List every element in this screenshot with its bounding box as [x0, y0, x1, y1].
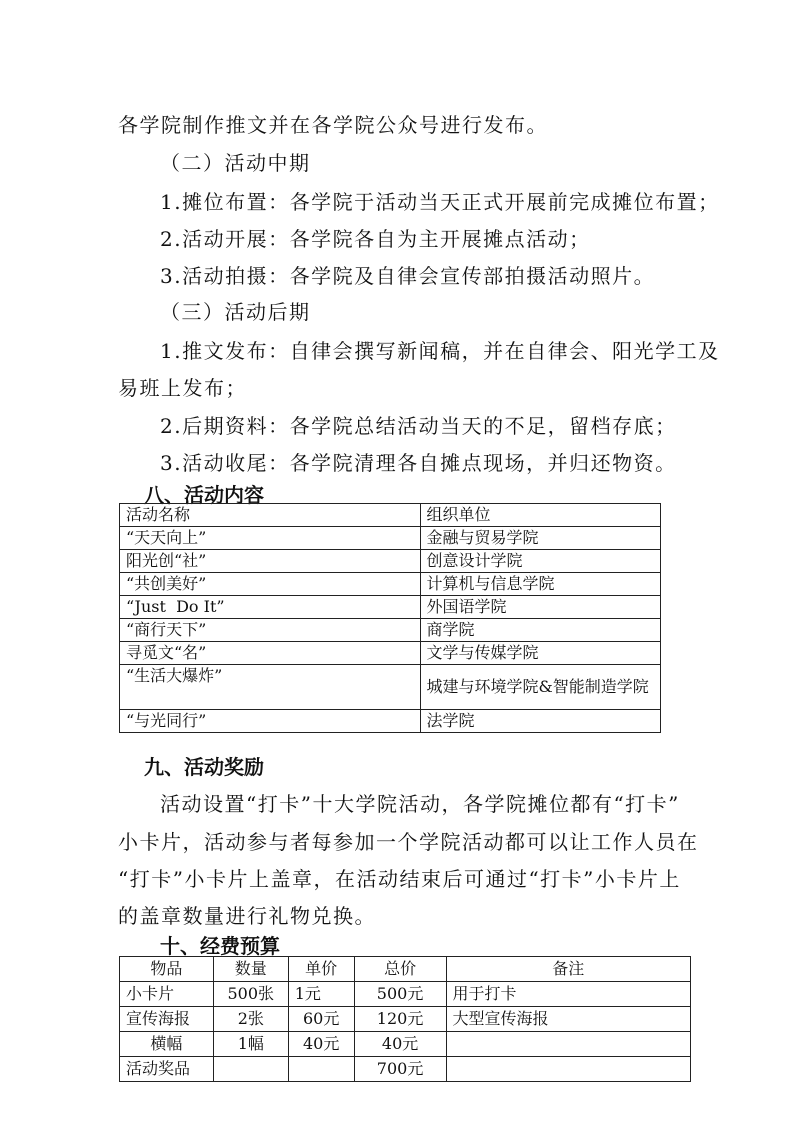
- mid-phase-item-3: 3.活动拍摄：各学院及自律会宣传部拍摄活动照片。: [160, 264, 656, 288]
- budget-table: [119, 956, 691, 1082]
- table-header-cell: 物品: [120, 957, 214, 982]
- late-phase-item-1-line-1: 1.推文发布：自律会撰写新闻稿，并在自律会、阳光学工及: [160, 339, 720, 363]
- activity-table: [119, 503, 661, 733]
- total-price-cell: 40元: [354, 1032, 446, 1057]
- organizer-cell: 计算机与信息学院: [420, 573, 660, 596]
- organizer-cell: 文学与传媒学院: [420, 642, 660, 665]
- table-header-cell: 总价: [354, 957, 446, 982]
- total-price-cell: 500元: [354, 982, 446, 1007]
- item-cell: 活动奖品: [120, 1057, 214, 1082]
- table-header-row: [120, 504, 661, 527]
- table-row: [120, 619, 661, 642]
- activity-name-cell: 阳光创“社”: [120, 550, 421, 573]
- organizer-cell: 城建与环境学院&智能制造学院: [420, 665, 660, 710]
- organizer-cell: 商学院: [420, 619, 660, 642]
- mid-phase-title: （二）活动中期: [160, 151, 311, 175]
- table-header-cell: 备注: [446, 957, 690, 982]
- table-row: [120, 527, 661, 550]
- activity-name-cell: “与光同行”: [120, 710, 421, 733]
- late-phase-item-2: 2.后期资料：各学院总结活动当天的不足，留档存底；: [160, 414, 677, 438]
- table-row: [120, 1057, 691, 1082]
- quantity-cell: 500张: [213, 982, 288, 1007]
- table-header-cell: 活动名称: [120, 504, 421, 527]
- organizer-cell: 法学院: [420, 710, 660, 733]
- table-row: [120, 710, 661, 733]
- total-price-cell: 120元: [354, 1007, 446, 1032]
- activity-name-cell: “共创美好”: [120, 573, 421, 596]
- late-phase-item-3: 3.活动收尾：各学院清理各自摊点现场，并归还物资。: [160, 451, 677, 475]
- item-cell: 小卡片: [120, 982, 214, 1007]
- remark-cell: 用于打卡: [446, 982, 690, 1007]
- table-row: [120, 550, 661, 573]
- section-8-heading: 八、活动内容: [144, 483, 264, 507]
- mid-phase-item-1: 1.摊位布置：各学院于活动当天正式开展前完成摊位布置；: [160, 190, 720, 214]
- table-header-cell: 单价: [288, 957, 354, 982]
- late-phase-item-1-line-2: 易班上发布；: [118, 376, 247, 400]
- table-row: [120, 1007, 691, 1032]
- unit-price-cell: 60元: [288, 1007, 354, 1032]
- table-header-row: [120, 957, 691, 982]
- organizer-cell: 创意设计学院: [420, 550, 660, 573]
- unit-price-cell: 40元: [288, 1032, 354, 1057]
- table-row: [120, 1032, 691, 1057]
- activity-name-cell: 寻觅文“名”: [120, 642, 421, 665]
- quantity-cell: [213, 1057, 288, 1082]
- table-row: [120, 642, 661, 665]
- table-row: [120, 596, 661, 619]
- unit-price-cell: [288, 1057, 354, 1082]
- intro-tail-text: 各学院制作推文并在各学院公众号进行发布。: [118, 113, 548, 137]
- table-row: [120, 665, 661, 710]
- organizer-cell: 外国语学院: [420, 596, 660, 619]
- quantity-cell: 1幅: [213, 1032, 288, 1057]
- quantity-cell: 2张: [213, 1007, 288, 1032]
- item-cell: 横幅: [120, 1032, 214, 1057]
- reward-line-4: 的盖章数量进行礼物兑换。: [118, 904, 376, 928]
- activity-name-cell: “商行天下”: [120, 619, 421, 642]
- section-9-heading: 九、活动奖励: [144, 755, 264, 779]
- table-row: [120, 573, 661, 596]
- table-header-cell: 数量: [213, 957, 288, 982]
- late-phase-title: （三）活动后期: [160, 300, 311, 324]
- reward-line-3: “打卡”小卡片上盖章，在活动结束后可通过“打卡”小卡片上: [118, 867, 681, 891]
- remark-cell: 大型宣传海报: [446, 1007, 690, 1032]
- organizer-cell: 金融与贸易学院: [420, 527, 660, 550]
- activity-name-cell: “生活大爆炸”: [120, 665, 421, 710]
- remark-cell: [446, 1032, 690, 1057]
- activity-name-cell: “天天向上”: [120, 527, 421, 550]
- total-price-cell: 700元: [354, 1057, 446, 1082]
- remark-cell: [446, 1057, 690, 1082]
- reward-line-1: 活动设置“打卡”十大学院活动，各学院摊位都有“打卡”: [160, 792, 680, 816]
- activity-name-cell: “Just Do It”: [120, 596, 421, 619]
- reward-line-2: 小卡片，活动参与者每参加一个学院活动都可以让工作人员在: [118, 830, 699, 854]
- table-row: [120, 982, 691, 1007]
- item-cell: 宣传海报: [120, 1007, 214, 1032]
- section-10-heading: 十、经费预算: [160, 934, 280, 958]
- table-header-cell: 组织单位: [420, 504, 660, 527]
- unit-price-cell: 1元: [288, 982, 354, 1007]
- mid-phase-item-2: 2.活动开展：各学院各自为主开展摊点活动；: [160, 227, 591, 251]
